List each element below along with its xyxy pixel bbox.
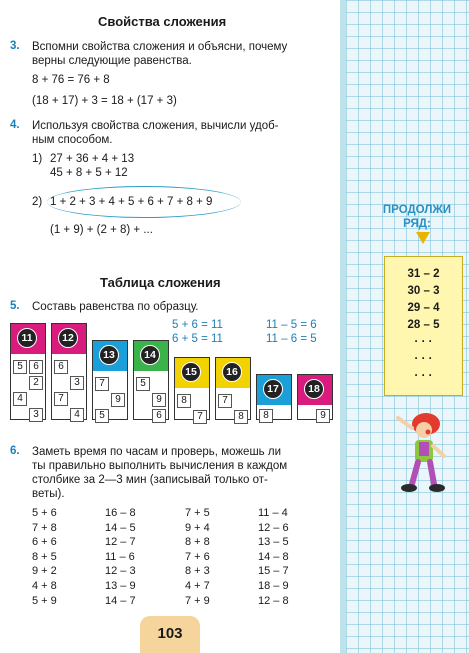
task-number-5: 5. [10,300,20,312]
task4-item1-line1: 27 + 36 + 4 + 13 [50,153,135,165]
exercise-column-4 [258,506,289,608]
exercise-item: 5 + 9 [32,594,57,607]
exercise-column-3 [185,506,210,608]
exercise-item: 18 – 9 [258,579,289,592]
exercise-item: 9 + 4 [185,521,210,534]
task-number-4: 4. [10,119,20,131]
exercise-item: 5 + 6 [32,507,57,519]
task6-text-line4: веты). [32,488,65,500]
task4-item1-label: 1) [32,153,43,165]
number-card-11 [10,323,46,420]
series-item: 29 – 4 [407,302,440,314]
example-right-line1: 11 – 5 = 6 [266,319,317,331]
exercise-item: 16 – 8 [105,507,136,519]
exercise-item: 9 + 2 [32,565,57,578]
card-total-circle: 18 [304,379,324,399]
card-total-circle: 15 [181,362,201,382]
card-cell: 2 [29,376,43,390]
task3-equation1: 8 + 76 = 76 + 8 [32,74,110,86]
task3-text-line1: Вспомни свойства сложения и объясни, почему [32,41,288,53]
card-total-circle: 14 [140,345,160,365]
clown-icon [390,410,450,502]
exercise-item: 4 + 8 [32,579,57,592]
task4-item2-label: 2) [32,196,43,208]
continue-series-title-line1: ПРОДОЛЖИ [382,204,452,216]
card-cell: 7 [218,394,232,408]
card-cell: 6 [152,409,166,423]
task3-equation2: (18 + 17) + 3 = 18 + (17 + 3) [32,95,177,107]
number-card-14 [133,340,169,420]
task3-text-line2: верны следующие равенства. [32,55,192,67]
card-cell: 6 [29,360,43,374]
task6-text-line3: столбике за 2—3 мин (записывай только от- [32,474,268,486]
exercise-item: 8 + 5 [32,550,57,563]
series-item: · · · [414,370,433,382]
series-board [384,256,463,396]
card-cell: 5 [136,377,150,391]
number-card-18 [297,374,333,420]
example-right-line2: 11 – 6 = 5 [266,333,317,345]
card-cell: 8 [234,410,248,424]
exercise-item: 6 + 6 [32,536,57,549]
task4-text-line2: ным способом. [32,134,113,146]
exercise-item: 15 – 7 [258,565,289,578]
card-cell: 7 [54,392,68,406]
card-cell: 4 [13,392,27,406]
section-title-table: Таблица сложения [100,275,221,290]
exercise-item: 8 + 3 [185,565,210,578]
task5-text: Составь равенства по образцу. [32,301,199,313]
exercise-item: 12 – 3 [105,565,136,578]
exercise-item: 11 – 4 [258,507,288,519]
exercise-item: 13 – 9 [105,579,136,592]
card-total-circle: 16 [222,362,242,382]
card-cell: 6 [54,360,68,374]
continue-series-title [372,203,462,231]
number-card-12 [51,323,87,420]
task4-item2-expression: 1 + 2 + 3 + 4 + 5 + 6 + 7 + 8 + 9 [50,196,213,208]
exercise-item: 12 – 8 [258,594,289,607]
card-total-circle: 13 [99,345,119,365]
task4-text-line1: Используя свойства сложения, вычисли удоб- [32,120,279,132]
card-cell: 7 [95,377,109,391]
card-total-circle: 17 [263,379,283,399]
task4-item2-hint: (1 + 9) + (2 + 8) + ... [50,224,153,236]
exercise-item: 11 – 6 [105,550,135,563]
exercise-item: 14 – 7 [105,594,136,607]
card-cell: 3 [70,376,84,390]
task-number-6: 6. [10,445,20,457]
card-cell: 5 [95,409,109,423]
number-card-16 [215,357,251,420]
exercise-item: 14 – 5 [105,521,136,534]
exercise-item: 12 – 6 [258,521,289,534]
exercise-item: 7 + 9 [185,594,210,607]
task6-text-line1: Заметь время по часам и проверь, можешь ли [32,446,281,458]
card-cell: 9 [316,409,330,423]
number-card-15 [174,357,210,420]
exercise-item: 14 – 8 [258,550,289,563]
card-cell: 4 [70,408,84,422]
series-item: 31 – 2 [407,268,440,280]
continue-series-title-line2: РЯД: [403,218,431,230]
card-cell: 5 [13,360,27,374]
arrow-down-icon [416,232,430,244]
series-item: 30 – 3 [407,285,440,297]
exercise-item: 12 – 7 [105,536,136,549]
card-cell: 7 [193,410,207,424]
card-cell: 8 [177,394,191,408]
exercise-item: 13 – 5 [258,536,289,549]
series-item: · · · [414,353,433,365]
example-left-line2: 6 + 5 = 11 [172,333,223,345]
card-cell: 8 [259,409,273,423]
exercise-column-1 [32,506,57,608]
number-card-17 [256,374,292,420]
exercise-item: 7 + 8 [32,521,57,534]
card-cell: 9 [111,393,125,407]
example-left-line1: 5 + 6 = 11 [172,319,223,331]
exercise-item: 8 + 8 [185,536,210,549]
task-number-3: 3. [10,40,20,52]
card-cell: 9 [152,393,166,407]
card-total-circle: 11 [17,328,37,348]
exercise-item: 7 + 6 [185,550,210,563]
page-number: 103 [140,616,200,653]
card-total-circle: 12 [58,328,78,348]
card-cell: 3 [29,408,43,422]
task4-item1-line2: 45 + 8 + 5 + 12 [50,167,128,179]
number-card-13 [92,340,128,420]
exercise-item: 7 + 5 [185,507,210,519]
exercise-item: 4 + 7 [185,579,210,592]
section-title-properties: Свойства сложения [98,14,227,29]
exercise-column-2 [105,506,136,608]
series-item: · · · [414,336,433,348]
task6-text-line2: ты правильно выполнить вычисления в каждом [32,460,288,472]
series-item: 28 – 5 [407,319,440,331]
